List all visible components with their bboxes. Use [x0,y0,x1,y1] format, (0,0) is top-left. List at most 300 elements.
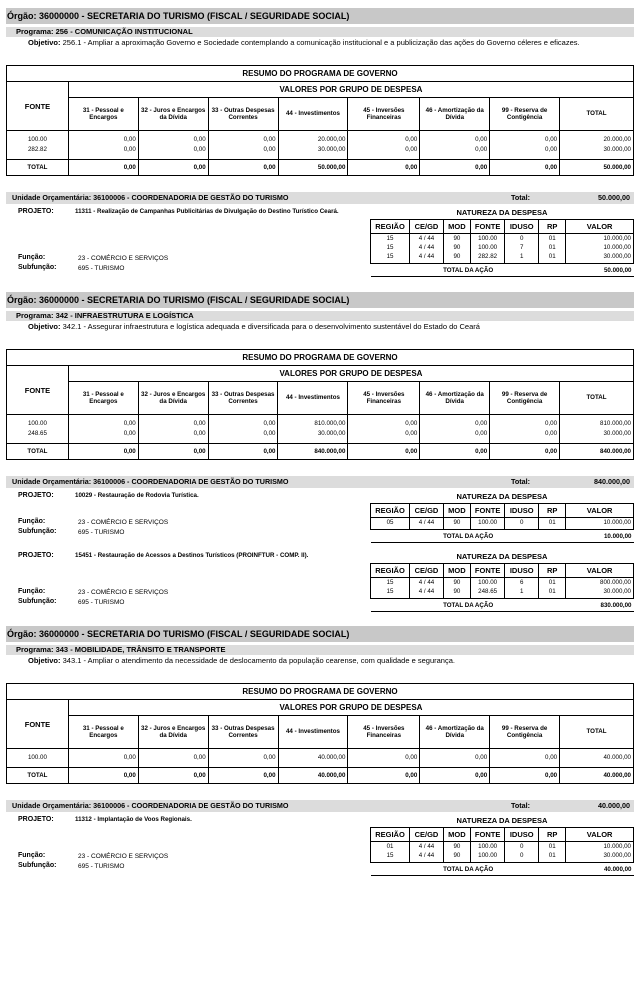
unidade-label: Unidade Orçamentária: 36100006 - COORDENADORIA DE GESTÃO DO TURISMO [12,193,289,202]
total-cell: 40.000,00 [278,768,348,784]
total-cell: 0,00 [420,768,490,784]
projeto-block [6,548,634,618]
natureza-col-header: MOD [443,220,470,234]
natureza-row [371,252,634,264]
total-acao-value: 830.000,00 [566,599,634,612]
natureza-cell: 90 [443,842,470,852]
total-acao-value: 40.000,00 [566,863,634,876]
natureza-table [370,563,634,612]
total-cell: 840.000,00 [560,444,634,460]
resumo-title: RESUMO DO PROGRAMA DE GOVERNO [7,66,634,82]
natureza-cell: 4 / 44 [410,518,444,530]
natureza-table [370,503,634,543]
natureza-despesa-block [370,207,634,277]
unidade-total-value: 40.000,00 [598,801,630,810]
natureza-cell: 0 [505,842,539,852]
valores-header: VALORES POR GRUPO DE DESPESA [68,366,633,382]
total-acao-row [371,599,634,612]
total-cell: 0,00 [208,768,278,784]
natureza-col-header: RP [539,504,566,518]
resumo-data-row [7,749,634,764]
natureza-header-row [371,504,634,518]
total-acao-value: 50.000,00 [566,264,634,277]
projeto-block [6,488,634,548]
natureza-cell: 10.000,00 [566,518,634,530]
natureza-cell: 90 [443,234,470,244]
projeto-title: 10029 - Restauração de Rodovia Turística. [75,492,199,499]
column-header: 46 - Amortização da Dívida [420,382,490,415]
resumo-title-row [7,66,634,82]
value-cell: 30.000,00 [560,145,634,155]
natureza-col-header: CE/GD [410,564,444,578]
value-cell: 0,00 [68,131,138,146]
objetivo-line [6,655,634,667]
subfuncao-value: 695 - TURISMO [78,863,125,870]
resumo-data-row [7,145,634,155]
column-header: 99 - Reserva de Contigência [490,382,560,415]
objetivo-text: 256.1 - Ampliar a aproximação Governo e Sociedade contemplando a comunicação institucional e a publicização das ações do Governo céleres e eficazes. [62,38,580,47]
natureza-cell: 90 [443,851,470,863]
value-cell: 0,00 [490,415,560,430]
value-cell: 0,00 [348,415,420,430]
column-header: 31 - Pessoal e Encargos [68,382,138,415]
natureza-cell: 7 [505,243,539,252]
natureza-col-header: REGIÃO [371,828,410,842]
value-cell: 0,00 [490,145,560,155]
value-cell: 0,00 [68,429,138,439]
total-cell: 0,00 [68,444,138,460]
natureza-cell: 100.00 [470,842,504,852]
valores-row [7,82,634,98]
natureza-row [371,578,634,588]
value-cell: 0,00 [348,749,420,764]
natureza-cell: 90 [443,252,470,264]
natureza-row [371,234,634,244]
column-header-row [7,382,634,415]
unidade-total-value: 840.000,00 [594,477,630,486]
natureza-table [370,219,634,277]
natureza-col-header: IDUSO [505,564,539,578]
natureza-cell: 0 [505,518,539,530]
subfuncao-value: 695 - TURISMO [78,265,125,272]
resumo-table [6,349,634,460]
natureza-cell: 1 [505,252,539,264]
natureza-cell: 01 [539,234,566,244]
natureza-header: NATUREZA DA DESPESA [456,552,548,561]
resumo-data-row [7,415,634,430]
total-cell: 840.000,00 [278,444,348,460]
column-header: 33 - Outras Despesas Correntes [208,716,278,749]
natureza-cell: 30.000,00 [566,587,634,599]
natureza-cell: 15 [371,234,410,244]
column-header: 45 - Inversões Financeiras [348,382,420,415]
objetivo-line [6,37,634,49]
natureza-cell: 01 [539,252,566,264]
resumo-table [6,65,634,176]
natureza-cell: 248.65 [470,587,504,599]
funcao-label: Função: [18,852,46,859]
column-header: 44 - Investimentos [278,98,348,131]
value-cell: 810.000,00 [560,415,634,430]
column-header: TOTAL [560,716,634,749]
unidade-orcamentaria-bar [6,476,634,488]
unidade-total-label: Total: [511,801,531,810]
total-acao-label: TOTAL DA AÇÃO [371,530,566,543]
natureza-col-header: FONTE [470,220,504,234]
total-cell: 40.000,00 [560,768,634,784]
total-cell: 50.000,00 [278,160,348,176]
natureza-col-header: REGIÃO [371,564,410,578]
natureza-cell: 15 [371,578,410,588]
resumo-data-row [7,429,634,439]
unidade-total-value: 50.000,00 [598,193,630,202]
value-cell: 0,00 [420,429,490,439]
value-cell: 0,00 [68,145,138,155]
resumo-title-row [7,350,634,366]
natureza-col-header: IDUSO [505,220,539,234]
natureza-cell: 6 [505,578,539,588]
value-cell: 0,00 [490,429,560,439]
value-cell: 0,00 [138,749,208,764]
total-cell: 0,00 [490,768,560,784]
natureza-col-header: MOD [443,564,470,578]
natureza-row [371,851,634,863]
natureza-cell: 100.00 [470,578,504,588]
funcao-label: Função: [18,254,46,261]
natureza-cell: 01 [539,842,566,852]
value-cell: 0,00 [208,749,278,764]
column-header: 44 - Investimentos [278,382,348,415]
projeto-title: 11311 - Realização de Campanhas Publicitárias de Divulgação do Destino Turístico Ceará. [75,208,339,215]
natureza-col-header: REGIÃO [371,220,410,234]
column-header: 45 - Inversões Financeiras [348,98,420,131]
value-cell: 0,00 [420,749,490,764]
natureza-cell: 01 [539,587,566,599]
natureza-col-header: MOD [443,504,470,518]
value-cell: 0,00 [420,145,490,155]
projeto-block [6,812,634,882]
column-header: 32 - Juros e Encargos da Dívida [138,716,208,749]
natureza-cell: 01 [371,842,410,852]
natureza-cell: 10.000,00 [566,243,634,252]
value-cell: 0,00 [138,429,208,439]
natureza-row [371,842,634,852]
natureza-cell: 100.00 [470,518,504,530]
natureza-cell: 30.000,00 [566,252,634,264]
projeto-block [6,204,634,284]
natureza-col-header: REGIÃO [371,504,410,518]
resumo-title: RESUMO DO PROGRAMA DE GOVERNO [7,684,634,700]
subfuncao-label: Subfunção: [18,598,57,605]
natureza-cell: 90 [443,243,470,252]
projeto-label: PROJETO: [18,552,54,559]
value-cell: 20.000,00 [560,131,634,146]
value-cell: 0,00 [348,131,420,146]
resumo-title-row [7,684,634,700]
valores-row [7,700,634,716]
fonte-header: FONTE [7,700,69,749]
total-acao-value: 10.000,00 [566,530,634,543]
value-cell: 40.000,00 [560,749,634,764]
value-cell: 30.000,00 [560,429,634,439]
natureza-cell: 4 / 44 [410,234,444,244]
total-cell: 0,00 [138,160,208,176]
projeto-label: PROJETO: [18,492,54,499]
column-header: 31 - Pessoal e Encargos [68,716,138,749]
value-cell: 810.000,00 [278,415,348,430]
natureza-cell: 05 [371,518,410,530]
total-label: TOTAL [7,444,69,460]
natureza-col-header: IDUSO [505,828,539,842]
natureza-cell: 4 / 44 [410,842,444,852]
natureza-cell: 4 / 44 [410,578,444,588]
value-cell: 20.000,00 [278,131,348,146]
value-cell: 0,00 [420,415,490,430]
total-label: TOTAL [7,160,69,176]
value-cell: 0,00 [138,145,208,155]
value-cell: 0,00 [208,415,278,430]
natureza-despesa-block [370,815,634,876]
natureza-cell: 10.000,00 [566,234,634,244]
subfuncao-value: 695 - TURISMO [78,529,125,536]
subfuncao-label: Subfunção: [18,264,57,271]
fonte-cell: 100.00 [7,131,69,146]
value-cell: 0,00 [208,145,278,155]
natureza-despesa-block [370,491,634,543]
subfuncao-label: Subfunção: [18,528,57,535]
objetivo-label: Objetivo: [28,322,61,331]
programa-header: Programa: 342 - INFRAESTRUTURA E LOGÍSTICA [6,311,634,321]
total-cell: 50.000,00 [560,160,634,176]
column-header-row [7,716,634,749]
natureza-cell: 01 [539,851,566,863]
value-cell: 0,00 [138,131,208,146]
value-cell: 0,00 [68,415,138,430]
orgao-header: Órgão: 36000000 - SECRETARIA DO TURISMO (FISCAL / SEGURIDADE SOCIAL) [6,8,634,24]
funcao-value: 23 - COMÉRCIO E SERVIÇOS [78,589,169,596]
natureza-col-header: VALOR [566,564,634,578]
resumo-title: RESUMO DO PROGRAMA DE GOVERNO [7,350,634,366]
natureza-cell: 10.000,00 [566,842,634,852]
fonte-cell: 282.82 [7,145,69,155]
natureza-table [370,827,634,876]
total-acao-label: TOTAL DA AÇÃO [371,863,566,876]
natureza-cell: 100.00 [470,243,504,252]
natureza-col-header: RP [539,564,566,578]
total-label: TOTAL [7,768,69,784]
total-acao-row [371,264,634,277]
funcao-value: 23 - COMÉRCIO E SERVIÇOS [78,519,169,526]
fonte-header: FONTE [7,82,69,131]
programa-header: Programa: 343 - MOBILIDADE, TRÂNSITO E TRANSPORTE [6,645,634,655]
natureza-col-header: VALOR [566,828,634,842]
natureza-col-header: VALOR [566,220,634,234]
funcao-label: Função: [18,588,46,595]
natureza-header-row [371,220,634,234]
funcao-value: 23 - COMÉRCIO E SERVIÇOS [78,853,169,860]
value-cell: 0,00 [420,131,490,146]
orgao-header: Órgão: 36000000 - SECRETARIA DO TURISMO (FISCAL / SEGURIDADE SOCIAL) [6,626,634,642]
column-header: 45 - Inversões Financeiras [348,716,420,749]
natureza-cell: 90 [443,587,470,599]
natureza-cell: 90 [443,518,470,530]
column-header: 44 - Investimentos [278,716,348,749]
total-acao-label: TOTAL DA AÇÃO [371,264,566,277]
natureza-cell: 282.82 [470,252,504,264]
natureza-header: NATUREZA DA DESPESA [456,816,548,825]
value-cell: 0,00 [348,429,420,439]
funcao-label: Função: [18,518,46,525]
natureza-col-header: MOD [443,828,470,842]
objetivo-text: 342.1 - Assegurar infraestrutura e logística adequada e diversificada para o desenvolvimento sustentável do Estado do Ceará [62,322,480,331]
column-header: TOTAL [560,382,634,415]
value-cell: 0,00 [348,145,420,155]
column-header: TOTAL [560,98,634,131]
natureza-cell: 0 [505,234,539,244]
natureza-col-header: FONTE [470,564,504,578]
fonte-cell: 100.00 [7,749,69,764]
valores-row [7,366,634,382]
column-header: 32 - Juros e Encargos da Dívida [138,98,208,131]
total-acao-row [371,530,634,543]
column-header-row [7,98,634,131]
total-cell: 0,00 [68,160,138,176]
natureza-cell: 4 / 44 [410,243,444,252]
value-cell: 30.000,00 [278,145,348,155]
programa-header: Programa: 256 - COMUNICAÇÃO INSTITUCIONAL [6,27,634,37]
orgao-header: Órgão: 36000000 - SECRETARIA DO TURISMO (FISCAL / SEGURIDADE SOCIAL) [6,292,634,308]
natureza-cell: 30.000,00 [566,851,634,863]
column-header: 99 - Reserva de Contigência [490,98,560,131]
value-cell: 0,00 [208,131,278,146]
total-cell: 0,00 [490,160,560,176]
natureza-col-header: CE/GD [410,504,444,518]
natureza-cell: 1 [505,587,539,599]
total-acao-label: TOTAL DA AÇÃO [371,599,566,612]
valores-header: VALORES POR GRUPO DE DESPESA [68,700,633,716]
objetivo-label: Objetivo: [28,38,61,47]
column-header: 46 - Amortização da Dívida [420,716,490,749]
total-cell: 0,00 [348,768,420,784]
column-header: 46 - Amortização da Dívida [420,98,490,131]
natureza-cell: 4 / 44 [410,587,444,599]
total-cell: 0,00 [420,444,490,460]
fonte-cell: 100.00 [7,415,69,430]
natureza-col-header: RP [539,220,566,234]
value-cell: 30.000,00 [278,429,348,439]
column-header: 33 - Outras Despesas Correntes [208,382,278,415]
natureza-col-header: FONTE [470,504,504,518]
natureza-col-header: IDUSO [505,504,539,518]
natureza-cell: 01 [539,518,566,530]
natureza-cell: 01 [539,243,566,252]
value-cell: 0,00 [490,749,560,764]
column-header: 99 - Reserva de Contigência [490,716,560,749]
resumo-total-row [7,768,634,784]
natureza-cell: 15 [371,252,410,264]
total-cell: 0,00 [208,444,278,460]
total-cell: 0,00 [138,444,208,460]
natureza-cell: 90 [443,578,470,588]
natureza-col-header: RP [539,828,566,842]
resumo-total-row [7,160,634,176]
objetivo-text: 343.1 - Ampliar o atendimento da necessidade de deslocamento da população cearense, com qualidade e segurança. [62,656,455,665]
objetivo-label: Objetivo: [28,656,61,665]
total-cell: 0,00 [68,768,138,784]
natureza-cell: 100.00 [470,851,504,863]
unidade-total-label: Total: [511,193,531,202]
budget-document-page [6,0,634,882]
natureza-header-row [371,564,634,578]
unidade-orcamentaria-bar [6,800,634,812]
natureza-cell: 4 / 44 [410,851,444,863]
total-cell: 0,00 [208,160,278,176]
total-acao-row [371,863,634,876]
fonte-header: FONTE [7,366,69,415]
natureza-row [371,243,634,252]
value-cell: 0,00 [490,131,560,146]
natureza-header-row [371,828,634,842]
value-cell: 0,00 [208,429,278,439]
projeto-label: PROJETO: [18,208,54,215]
valores-header: VALORES POR GRUPO DE DESPESA [68,82,633,98]
natureza-header: NATUREZA DA DESPESA [456,208,548,217]
fonte-cell: 248.65 [7,429,69,439]
total-cell: 0,00 [490,444,560,460]
funcao-value: 23 - COMÉRCIO E SERVIÇOS [78,255,169,262]
natureza-cell: 01 [539,578,566,588]
total-cell: 0,00 [138,768,208,784]
unidade-orcamentaria-bar [6,192,634,204]
natureza-cell: 100.00 [470,234,504,244]
unidade-label: Unidade Orçamentária: 36100006 - COORDENADORIA DE GESTÃO DO TURISMO [12,801,289,810]
total-cell: 0,00 [348,160,420,176]
natureza-col-header: VALOR [566,504,634,518]
column-header: 33 - Outras Despesas Correntes [208,98,278,131]
unidade-total-label: Total: [511,477,531,486]
total-cell: 0,00 [420,160,490,176]
column-header: 31 - Pessoal e Encargos [68,98,138,131]
resumo-total-row [7,444,634,460]
natureza-col-header: FONTE [470,828,504,842]
natureza-despesa-block [370,551,634,612]
natureza-row [371,518,634,530]
value-cell: 0,00 [68,749,138,764]
natureza-cell: 800.000,00 [566,578,634,588]
natureza-cell: 4 / 44 [410,252,444,264]
natureza-col-header: CE/GD [410,220,444,234]
natureza-cell: 0 [505,851,539,863]
natureza-cell: 15 [371,243,410,252]
subfuncao-value: 695 - TURISMO [78,599,125,606]
projeto-title: 11312 - Implantação de Voos Regionais. [75,816,192,823]
unidade-label: Unidade Orçamentária: 36100006 - COORDENADORIA DE GESTÃO DO TURISMO [12,477,289,486]
natureza-header: NATUREZA DA DESPESA [456,492,548,501]
objetivo-line [6,321,634,333]
value-cell: 40.000,00 [278,749,348,764]
total-cell: 0,00 [348,444,420,460]
natureza-row [371,587,634,599]
natureza-cell: 15 [371,587,410,599]
natureza-cell: 15 [371,851,410,863]
resumo-data-row [7,131,634,146]
projeto-label: PROJETO: [18,816,54,823]
subfuncao-label: Subfunção: [18,862,57,869]
resumo-table [6,683,634,784]
projeto-title: 15451 - Restauração de Acessos a Destinos Turísticos (PROINFTUR - COMP. II). [75,552,309,559]
column-header: 32 - Juros e Encargos da Dívida [138,382,208,415]
natureza-col-header: CE/GD [410,828,444,842]
